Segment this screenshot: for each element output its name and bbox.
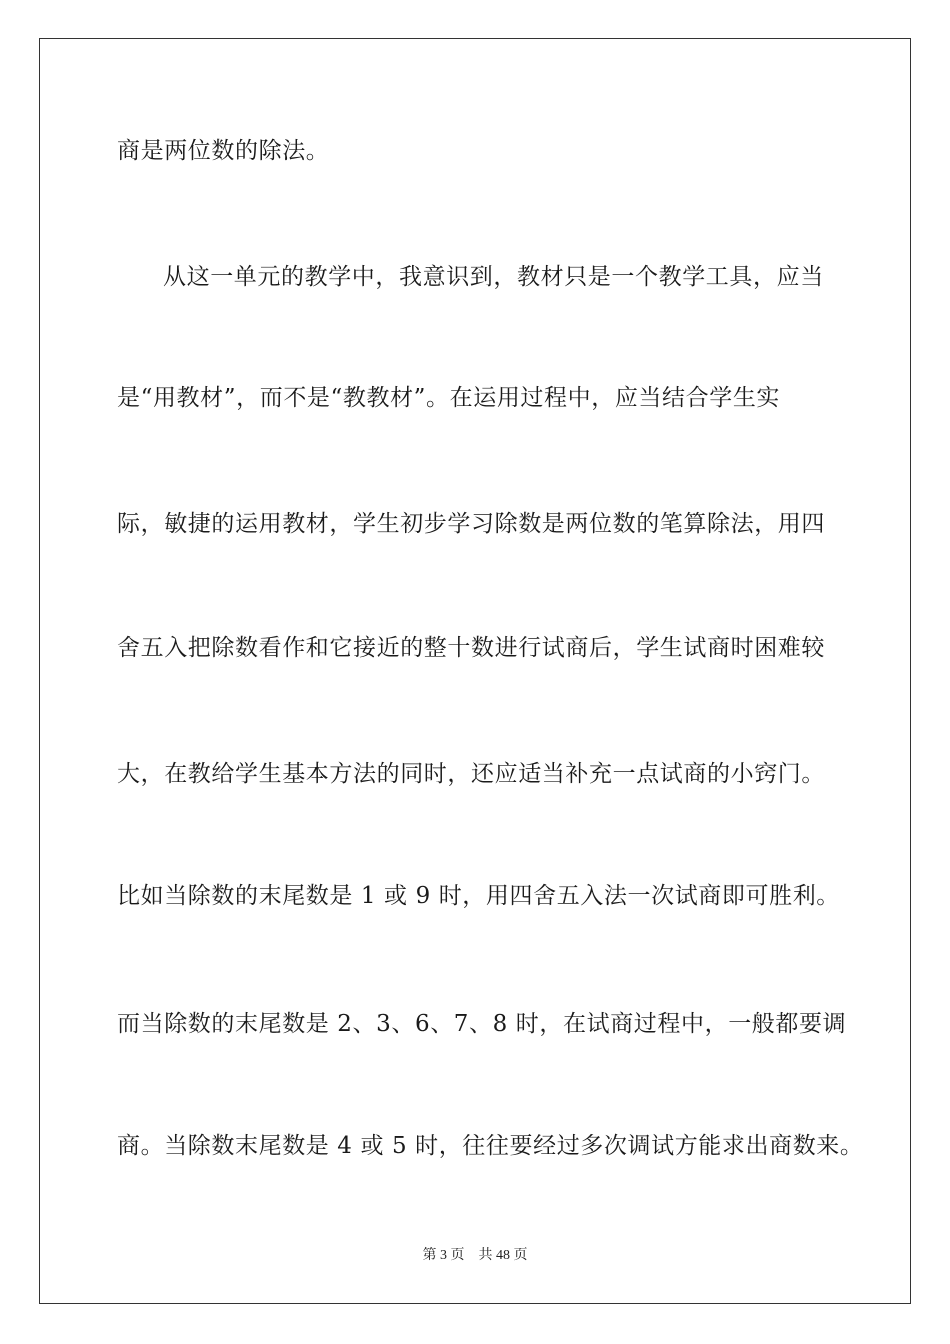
paragraph-line: 际，敏捷的运用教材，学生初步学习除数是两位数的笔算除法，用四 — [117, 511, 825, 537]
page-border — [39, 38, 911, 1304]
paragraph-line: 是“用教材”，而不是“教教材”。在运用过程中，应当结合学生实 — [117, 385, 781, 411]
page-number: 第 3 页 — [422, 1248, 465, 1263]
paragraph-line: 舍五入把除数看作和它接近的整十数进行试商后，学生试商时困难较 — [117, 635, 825, 661]
paragraph-line: 从这一单元的教学中，我意识到，教材只是一个教学工具，应当 — [163, 264, 824, 290]
page-footer — [0, 1247, 950, 1265]
paragraph-line: 商。当除数末尾数是 4 或 5 时，往往要经过多次调试方能求出商数来。 — [117, 1133, 864, 1159]
paragraph-line: 大，在教给学生基本方法的同时，还应适当补充一点试商的小窍门。 — [117, 761, 825, 787]
total-pages: 共 48 页 — [478, 1248, 528, 1263]
paragraph-line: 而当除数的末尾数是 2、3、6、7、8 时，在试商过程中，一般都要调 — [117, 1011, 847, 1037]
paragraph-line: 商是两位数的除法。 — [117, 138, 330, 164]
paragraph-line: 比如当除数的末尾数是 1 或 9 时，用四舍五入法一次试商即可胜利。 — [117, 883, 840, 909]
